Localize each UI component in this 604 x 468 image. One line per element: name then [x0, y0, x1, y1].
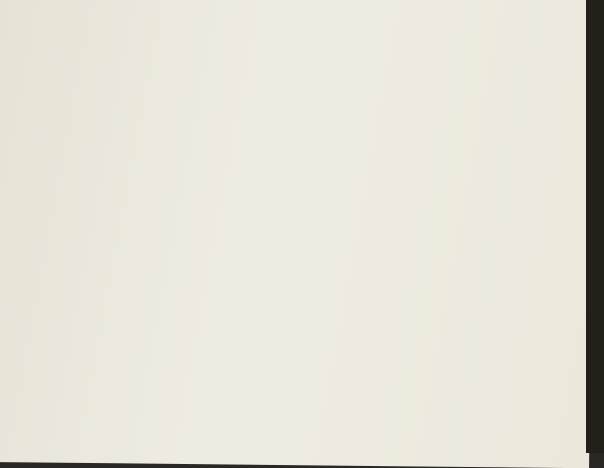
page-edge-shadow — [586, 0, 604, 453]
exercise-70-3-heading — [42, 345, 46, 359]
exercise-70-2-heading — [31, 120, 35, 134]
